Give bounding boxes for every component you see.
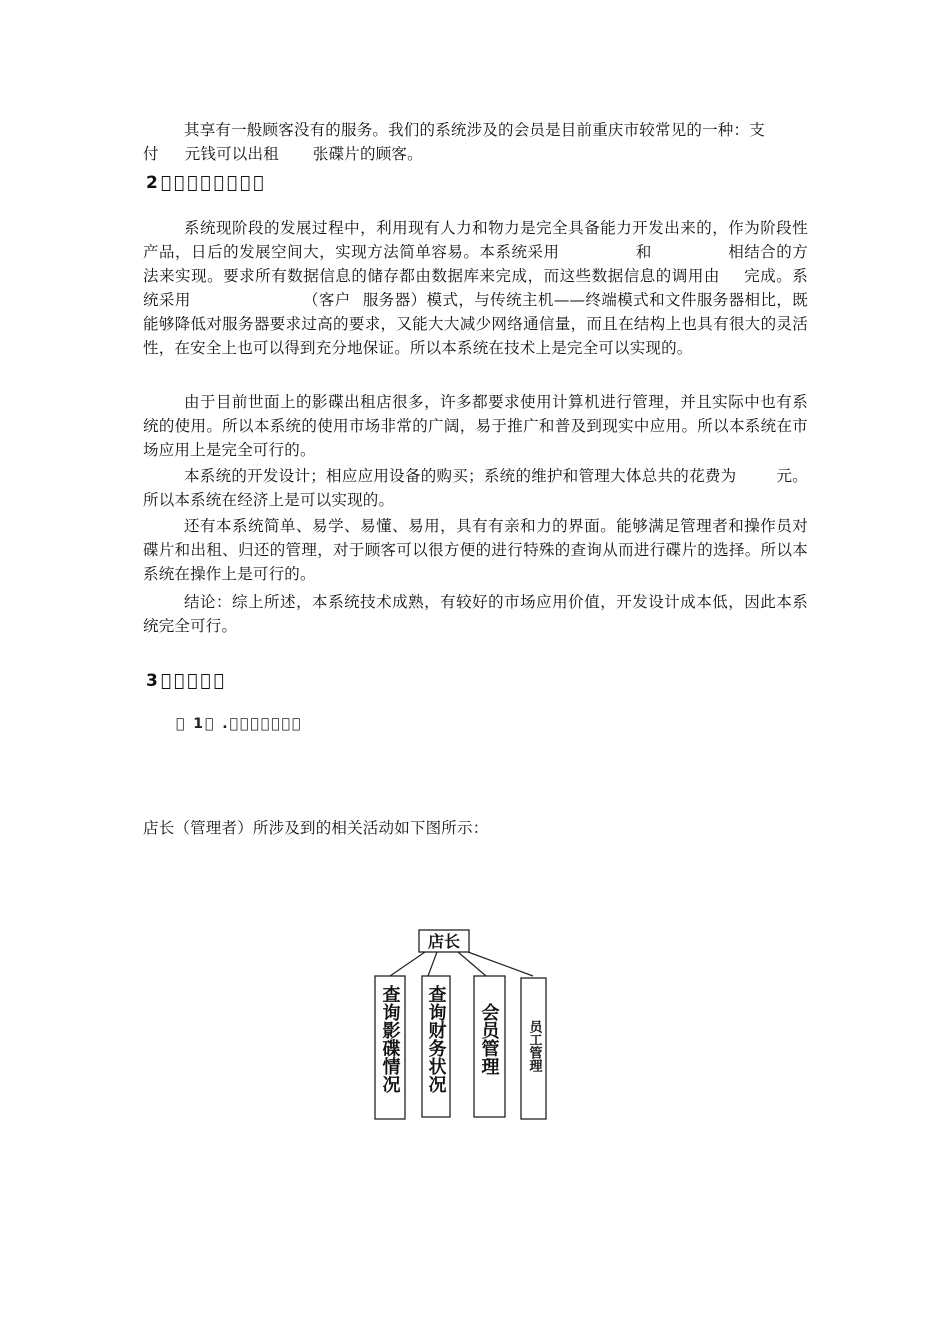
paragraph-manager-activities: 店长（管理者）所涉及到的相关活动如下图所示： [143, 819, 489, 837]
paragraph-member-service [143, 118, 808, 166]
diagram-child-node-4 [521, 978, 546, 1119]
sub-heading-3-1:   1  .        [176, 716, 303, 732]
diagram-connectors [390, 952, 533, 976]
connector-line-3 [458, 952, 486, 976]
connector-line-4 [468, 952, 533, 976]
section-heading-3: 3      [146, 671, 227, 691]
connector-line-2 [428, 952, 437, 976]
child-node-label-3: 会员管理 [478, 1003, 500, 1075]
tech-text-d: 完成。系统采用 [143, 267, 808, 309]
connector-line-1 [390, 952, 425, 976]
economic-text-a: 本系统的开发设计；相应应用设备的购买；系统的维护和管理大体总共的花费为 [184, 467, 737, 485]
member-line-1: 其享有一般顾客没有的服务。我们的系统涉及的会员是目前重庆市较常见的一种：支 [184, 121, 765, 139]
member-line-2a: 付 [143, 145, 159, 163]
tech-text-c: 相结合的方法来实现。要求所有数据信息的储存都由数据库来完成，而这些数据信息的调用由 [143, 243, 808, 285]
manager-activity-diagram [370, 925, 555, 1125]
tech-text-f: 服务器）模式，与传统主机——终端模式和文件服务器相比，既能够降低对服务器要求过高的要求，又能大大减少网络通信量，而且在结构上也具有很大的灵活性，在安全上也可以得到充分地保证。所以本系统在技术上是完全可以实现的。 [143, 291, 808, 357]
paragraph-operation-feasibility: 还有本系统简单、易学、易懂、易用，具有有亲和力的界面。能够满足管理者和操作员对碟片和出租、归还的管理，对于顾客可以很方便的进行特殊的查询从而进行碟片的选择。所以本系统在操作上是可行的。 [143, 517, 808, 583]
diagram-child-node-3 [474, 976, 505, 1117]
paragraph-economic-feasibility [143, 464, 808, 512]
tech-text-a: 系统现阶段的发展过程中，利用现有人力和物力是完全具备能力开发出来的，作为阶段性产品，日后的发展空间大，实现方法简单容易。本系统采用 [143, 219, 808, 261]
root-node-label: 店长 [427, 932, 461, 951]
diagram-child-node-2 [422, 976, 450, 1117]
member-line-2c: 张碟片的顾客。 [312, 145, 423, 163]
paragraph-conclusion: 结论：综上所述，本系统技术成熟，有较好的市场应用价值，开发设计成本低，因此本系统完全可行。 [143, 593, 808, 635]
child-node-label-1: 查询影碟情况 [379, 985, 401, 1093]
diagram-child-node-1 [375, 976, 405, 1119]
economic-text-b: 元。所以本系统在经济上是可以实现的。 [143, 467, 808, 509]
member-line-2b: 元钱可以出租 [184, 145, 279, 163]
child-node-label-4: 员工管理 [526, 1020, 542, 1072]
paragraph-market-feasibility: 由于目前世面上的影碟出租店很多，许多都要求使用计算机进行管理，并且实际中也有系统的使用。所以本系统的使用市场非常的广阔，易于推广和普及到现实中应用。所以本系统在市场应用上是完全可行的。 [143, 393, 808, 459]
tech-text-e: （客户 [302, 291, 351, 309]
child-node-label-2: 查询财务状况 [425, 985, 447, 1093]
tech-text-b: 和 [635, 243, 652, 261]
paragraph-technical-feasibility [143, 216, 808, 360]
section-heading-2: 2         [146, 173, 267, 193]
diagram-root-node [419, 930, 469, 952]
